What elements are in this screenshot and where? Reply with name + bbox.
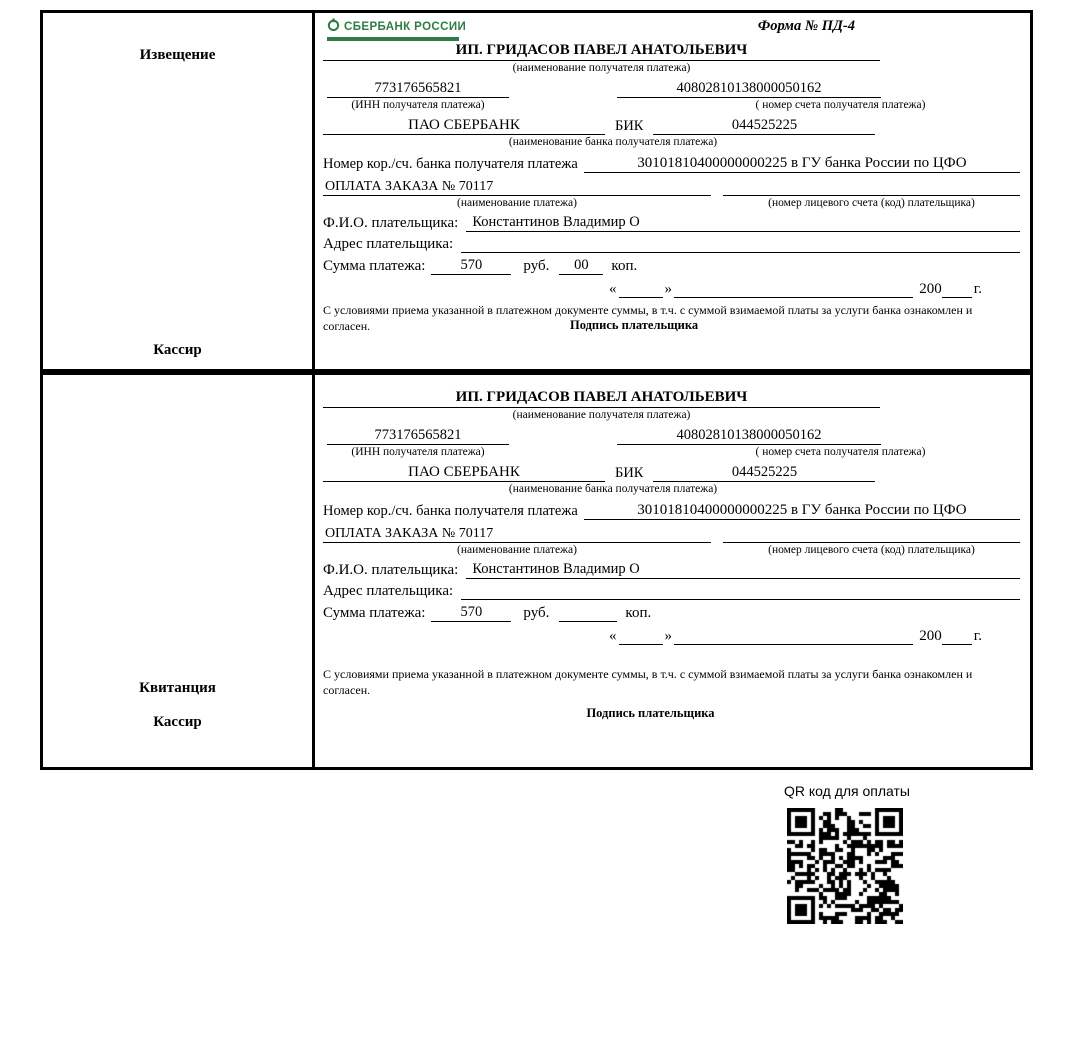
inn-caption: (ИНН получателя платежа) xyxy=(351,99,485,111)
bank-name: ПАО СБЕРБАНК xyxy=(323,464,605,482)
payer-address-row xyxy=(323,581,1020,600)
quote-close: » xyxy=(664,628,672,644)
payer-name-value: Константинов Владимир О xyxy=(466,561,1020,579)
bank-caption: (наименование банка получателя платежа) xyxy=(508,136,718,148)
spacer xyxy=(711,543,723,557)
rub-label: руб. xyxy=(523,605,550,621)
payer-address-blank xyxy=(461,234,1020,253)
notice-section xyxy=(40,10,1033,372)
qr-code xyxy=(787,808,903,924)
receipt-label: Квитанция xyxy=(139,680,216,696)
personal-account-caption: (номер лицевого счета (код) плательщика) xyxy=(768,197,975,209)
notice-left-column xyxy=(43,13,315,369)
payer-name-row xyxy=(323,561,1020,579)
bank-caption: (наименование банка получателя платежа) xyxy=(508,483,718,495)
payer-signature-label: Подпись плательщика xyxy=(586,706,715,721)
sberbank-emblem-icon xyxy=(327,18,340,36)
inn-value: 773176565821 xyxy=(327,427,509,445)
inn-value: 773176565821 xyxy=(327,80,509,98)
sum-rub-value: 570 xyxy=(431,257,511,275)
notice-label: Извещение xyxy=(139,47,216,63)
payee-name: ИП. ГРИДАСОВ ПАВЕЛ АНАТОЛЬЕВИЧ xyxy=(323,42,880,61)
corr-account-value: 30101810400000000225 в ГУ банка России по ЦФО xyxy=(584,502,1020,520)
corr-account-row xyxy=(323,502,1020,520)
payee-name-caption: (наименование получателя платежа) xyxy=(512,62,691,74)
year-blank xyxy=(942,280,972,298)
sberbank-logo-row xyxy=(327,18,467,36)
form-number-title: Форма № ПД-4 xyxy=(757,18,855,34)
payer-signature-label: Подпись плательщика xyxy=(570,317,699,332)
payee-name: ИП. ГРИДАСОВ ПАВЕЛ АНАТОЛЬЕВИЧ xyxy=(323,389,880,408)
year-suffix: г. xyxy=(973,281,982,297)
bik-value: 044525225 xyxy=(653,464,875,482)
inn-account-row xyxy=(323,427,1020,445)
payer-name-value: Константинов Владимир О xyxy=(466,214,1020,232)
agreement-text: С условиями приема указанной в платежном документе суммы, в т.ч. с суммой взимаемой платы за услуги банка ознакомлен и согласен. xyxy=(323,303,973,333)
bik-label: БИК xyxy=(615,465,644,481)
spacer xyxy=(511,445,661,459)
notice-content xyxy=(315,13,1030,369)
date-month-blank xyxy=(674,280,913,298)
sberbank-logo-bar xyxy=(327,37,459,41)
receipt-left-column xyxy=(43,375,315,767)
sum-row xyxy=(323,604,1020,622)
bik-value: 044525225 xyxy=(653,117,875,135)
year-suffix: г. xyxy=(973,628,982,644)
cashier-label: Кассир xyxy=(153,714,202,730)
corr-account-value: 30101810400000000225 в ГУ банка России по ЦФО xyxy=(584,155,1020,173)
corr-account-label: Номер кор./сч. банка получателя платежа xyxy=(323,503,578,519)
date-row xyxy=(607,280,982,298)
rub-label: руб. xyxy=(523,258,550,274)
date-day-blank xyxy=(619,627,663,645)
receipt-content xyxy=(315,375,1030,767)
agreement-text: С условиями приема указанной в платежном документе суммы, в т.ч. с суммой взимаемой платы за услуги банка ознакомлен и согласен. xyxy=(323,667,973,697)
notice-header xyxy=(323,18,1020,42)
sum-rub-value: 570 xyxy=(431,604,511,622)
sum-label: Сумма платежа: xyxy=(323,258,426,274)
sum-label: Сумма платежа: xyxy=(323,605,426,621)
inn-account-captions xyxy=(323,445,1020,459)
date-day-blank xyxy=(619,280,663,298)
bik-label: БИК xyxy=(615,118,644,134)
account-caption: ( номер счета получателя платежа) xyxy=(755,99,926,111)
spacer xyxy=(511,98,661,112)
sum-kop-value xyxy=(559,604,617,622)
payer-address-blank xyxy=(461,581,1020,600)
year-value: 200 xyxy=(919,628,942,644)
quote-close: » xyxy=(664,281,672,297)
bank-row xyxy=(323,117,1020,135)
account-value: 40802810138000050162 xyxy=(617,80,881,98)
inn-account-captions xyxy=(323,98,1020,112)
agreement-block xyxy=(323,667,978,698)
purpose-captions xyxy=(323,196,1020,210)
payer-address-label: Адрес плательщика: xyxy=(323,583,454,599)
sberbank-logo xyxy=(327,18,467,41)
personal-account-blank xyxy=(723,178,1020,196)
inn-caption: (ИНН получателя платежа) xyxy=(351,446,485,458)
payee-name-caption: (наименование получателя платежа) xyxy=(512,409,691,421)
bank-row xyxy=(323,464,1020,482)
purpose-caption: (наименование платежа) xyxy=(457,544,577,556)
payer-address-row xyxy=(323,234,1020,253)
payer-address-label: Адрес плательщика: xyxy=(323,236,454,252)
payer-name-label: Ф.И.О. плательщика: xyxy=(323,215,459,231)
purpose-captions xyxy=(323,543,1020,557)
year-value: 200 xyxy=(919,281,942,297)
date-row xyxy=(607,627,982,645)
date-month-blank xyxy=(674,627,913,645)
purpose-row xyxy=(323,525,1020,543)
personal-account-blank xyxy=(723,525,1020,543)
cashier-label: Кассир xyxy=(153,342,202,358)
sum-row xyxy=(323,257,1020,275)
payer-name-label: Ф.И.О. плательщика: xyxy=(323,562,459,578)
account-caption: ( номер счета получателя платежа) xyxy=(755,446,926,458)
personal-account-caption: (номер лицевого счета (код) плательщика) xyxy=(768,544,975,556)
sberbank-logo-text: СБЕРБАНК РОССИИ xyxy=(344,21,467,33)
purpose-caption: (наименование платежа) xyxy=(457,197,577,209)
purpose-row xyxy=(323,178,1020,196)
spacer xyxy=(711,196,723,210)
inn-account-row xyxy=(323,80,1020,98)
corr-account-row xyxy=(323,155,1020,173)
quote-open: « xyxy=(609,281,617,297)
payer-name-row xyxy=(323,214,1020,232)
receipt-section xyxy=(40,372,1033,770)
payment-purpose: ОПЛАТА ЗАКАЗА № 70117 xyxy=(323,526,711,543)
kop-label: коп. xyxy=(611,258,638,274)
corr-account-label: Номер кор./сч. банка получателя платежа xyxy=(323,156,578,172)
qr-caption: QR код для оплаты xyxy=(783,783,910,799)
agreement-block xyxy=(323,303,978,334)
year-blank xyxy=(942,627,972,645)
account-value: 40802810138000050162 xyxy=(617,427,881,445)
kop-label: коп. xyxy=(625,605,652,621)
payment-purpose: ОПЛАТА ЗАКАЗА № 70117 xyxy=(323,179,711,196)
quote-open: « xyxy=(609,628,617,644)
bank-name: ПАО СБЕРБАНК xyxy=(323,117,605,135)
sum-kop-value: 00 xyxy=(559,257,603,275)
